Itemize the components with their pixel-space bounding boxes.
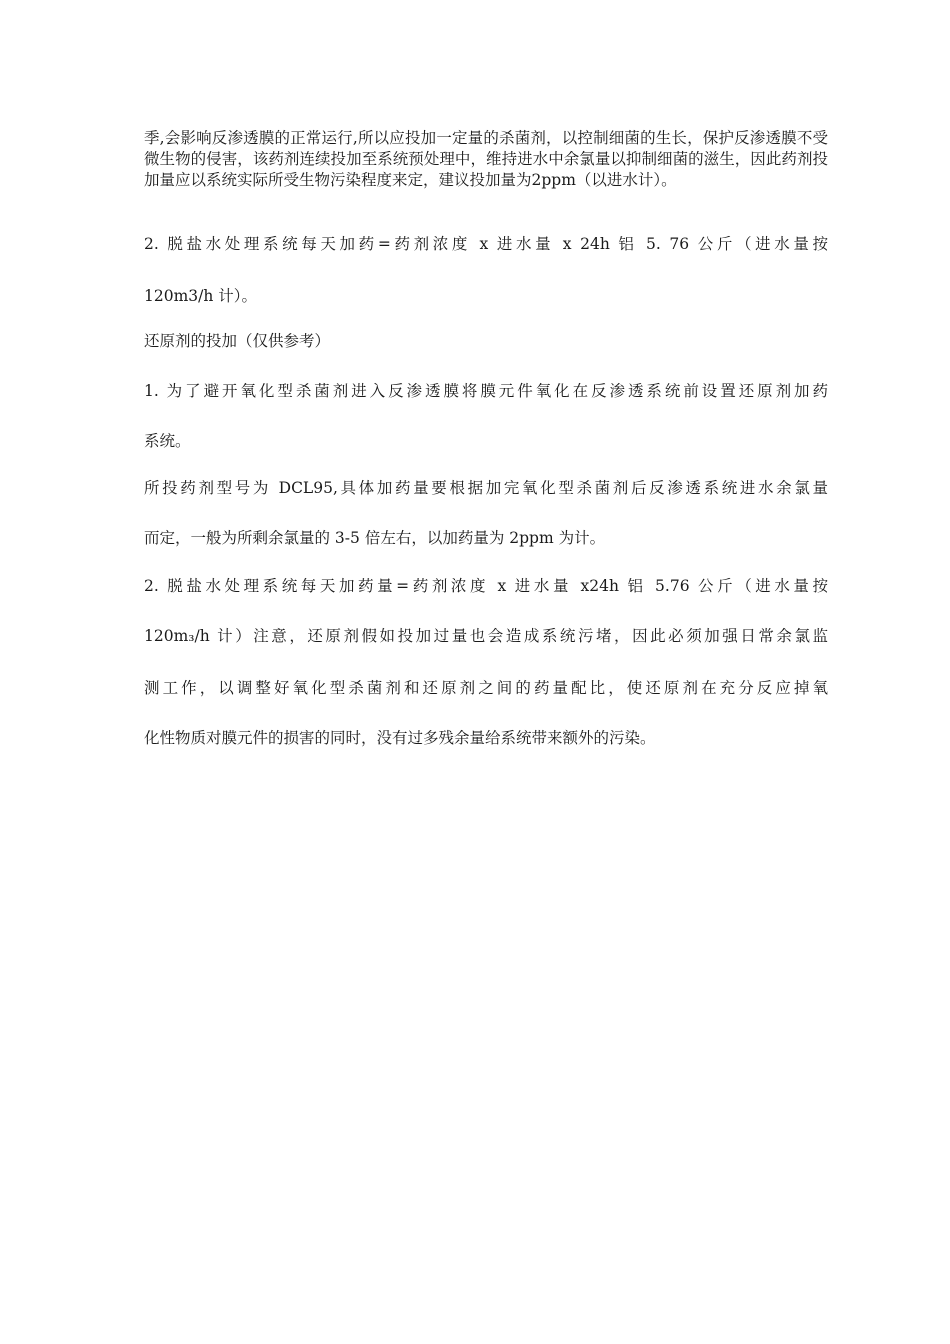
item-2b-line-2: 120m₃/h 计）注意，还原剂假如投加过量也会造成系统污堵，因此必须加强日常余氯监 [144, 627, 828, 645]
item-1-line-2: 系统。 [144, 432, 191, 450]
item-2b-line-3: 测工作，以调整好氧化型杀菌剂和还原剂之间的药量配比，使还原剂在充分反应掉氧 [144, 679, 828, 697]
section-heading: 还原剂的投加（仅供参考） [144, 332, 331, 350]
item-2b-line-4: 化性物质对膜元件的损害的同时，没有过多残余量给系统带来额外的污染。 [144, 729, 656, 747]
item-1-line-1: 1. 为了避开氧化型杀菌剂进入反渗透膜将膜元件氧化在反渗透系统前设置还原剂加药 [144, 382, 828, 400]
para-dcl-line-1: 所投药剂型号为 DCL95,具体加药量要根据加完氧化型杀菌剂后反渗透系统进水余氯量 [144, 479, 828, 497]
item-2-line-2: 120m3/h 计）。 [144, 287, 258, 305]
item-2-line-1: 2. 脱盐水处理系统每天加药=药剂浓度 x 进水量 x 24h 铝 5. 76 公斤（进水量按 [144, 235, 828, 253]
para-dcl-line-2: 而定，一般为所剩余氯量的 3-5 倍左右，以加药量为 2ppm 为计。 [144, 529, 606, 547]
paragraph-bactericide: 季,会影响反渗透膜的正常运行,所以应投加一定量的杀菌剂，以控制细菌的生长，保护反渗透膜不受微生物的侵害，该药剂连续投加至系统预处理中，维持进水中余氯量以抑制细菌的滋生，因此药剂投加量应以系统实际所受生物污染程度来定，建议投加量为2ppm（以进水计）。 [144, 129, 828, 189]
item-2b-line-1: 2. 脱盐水处理系统每天加药量=药剂浓度 x 进水量 x24h 铝 5.76 公斤（进水量按 [144, 577, 828, 595]
